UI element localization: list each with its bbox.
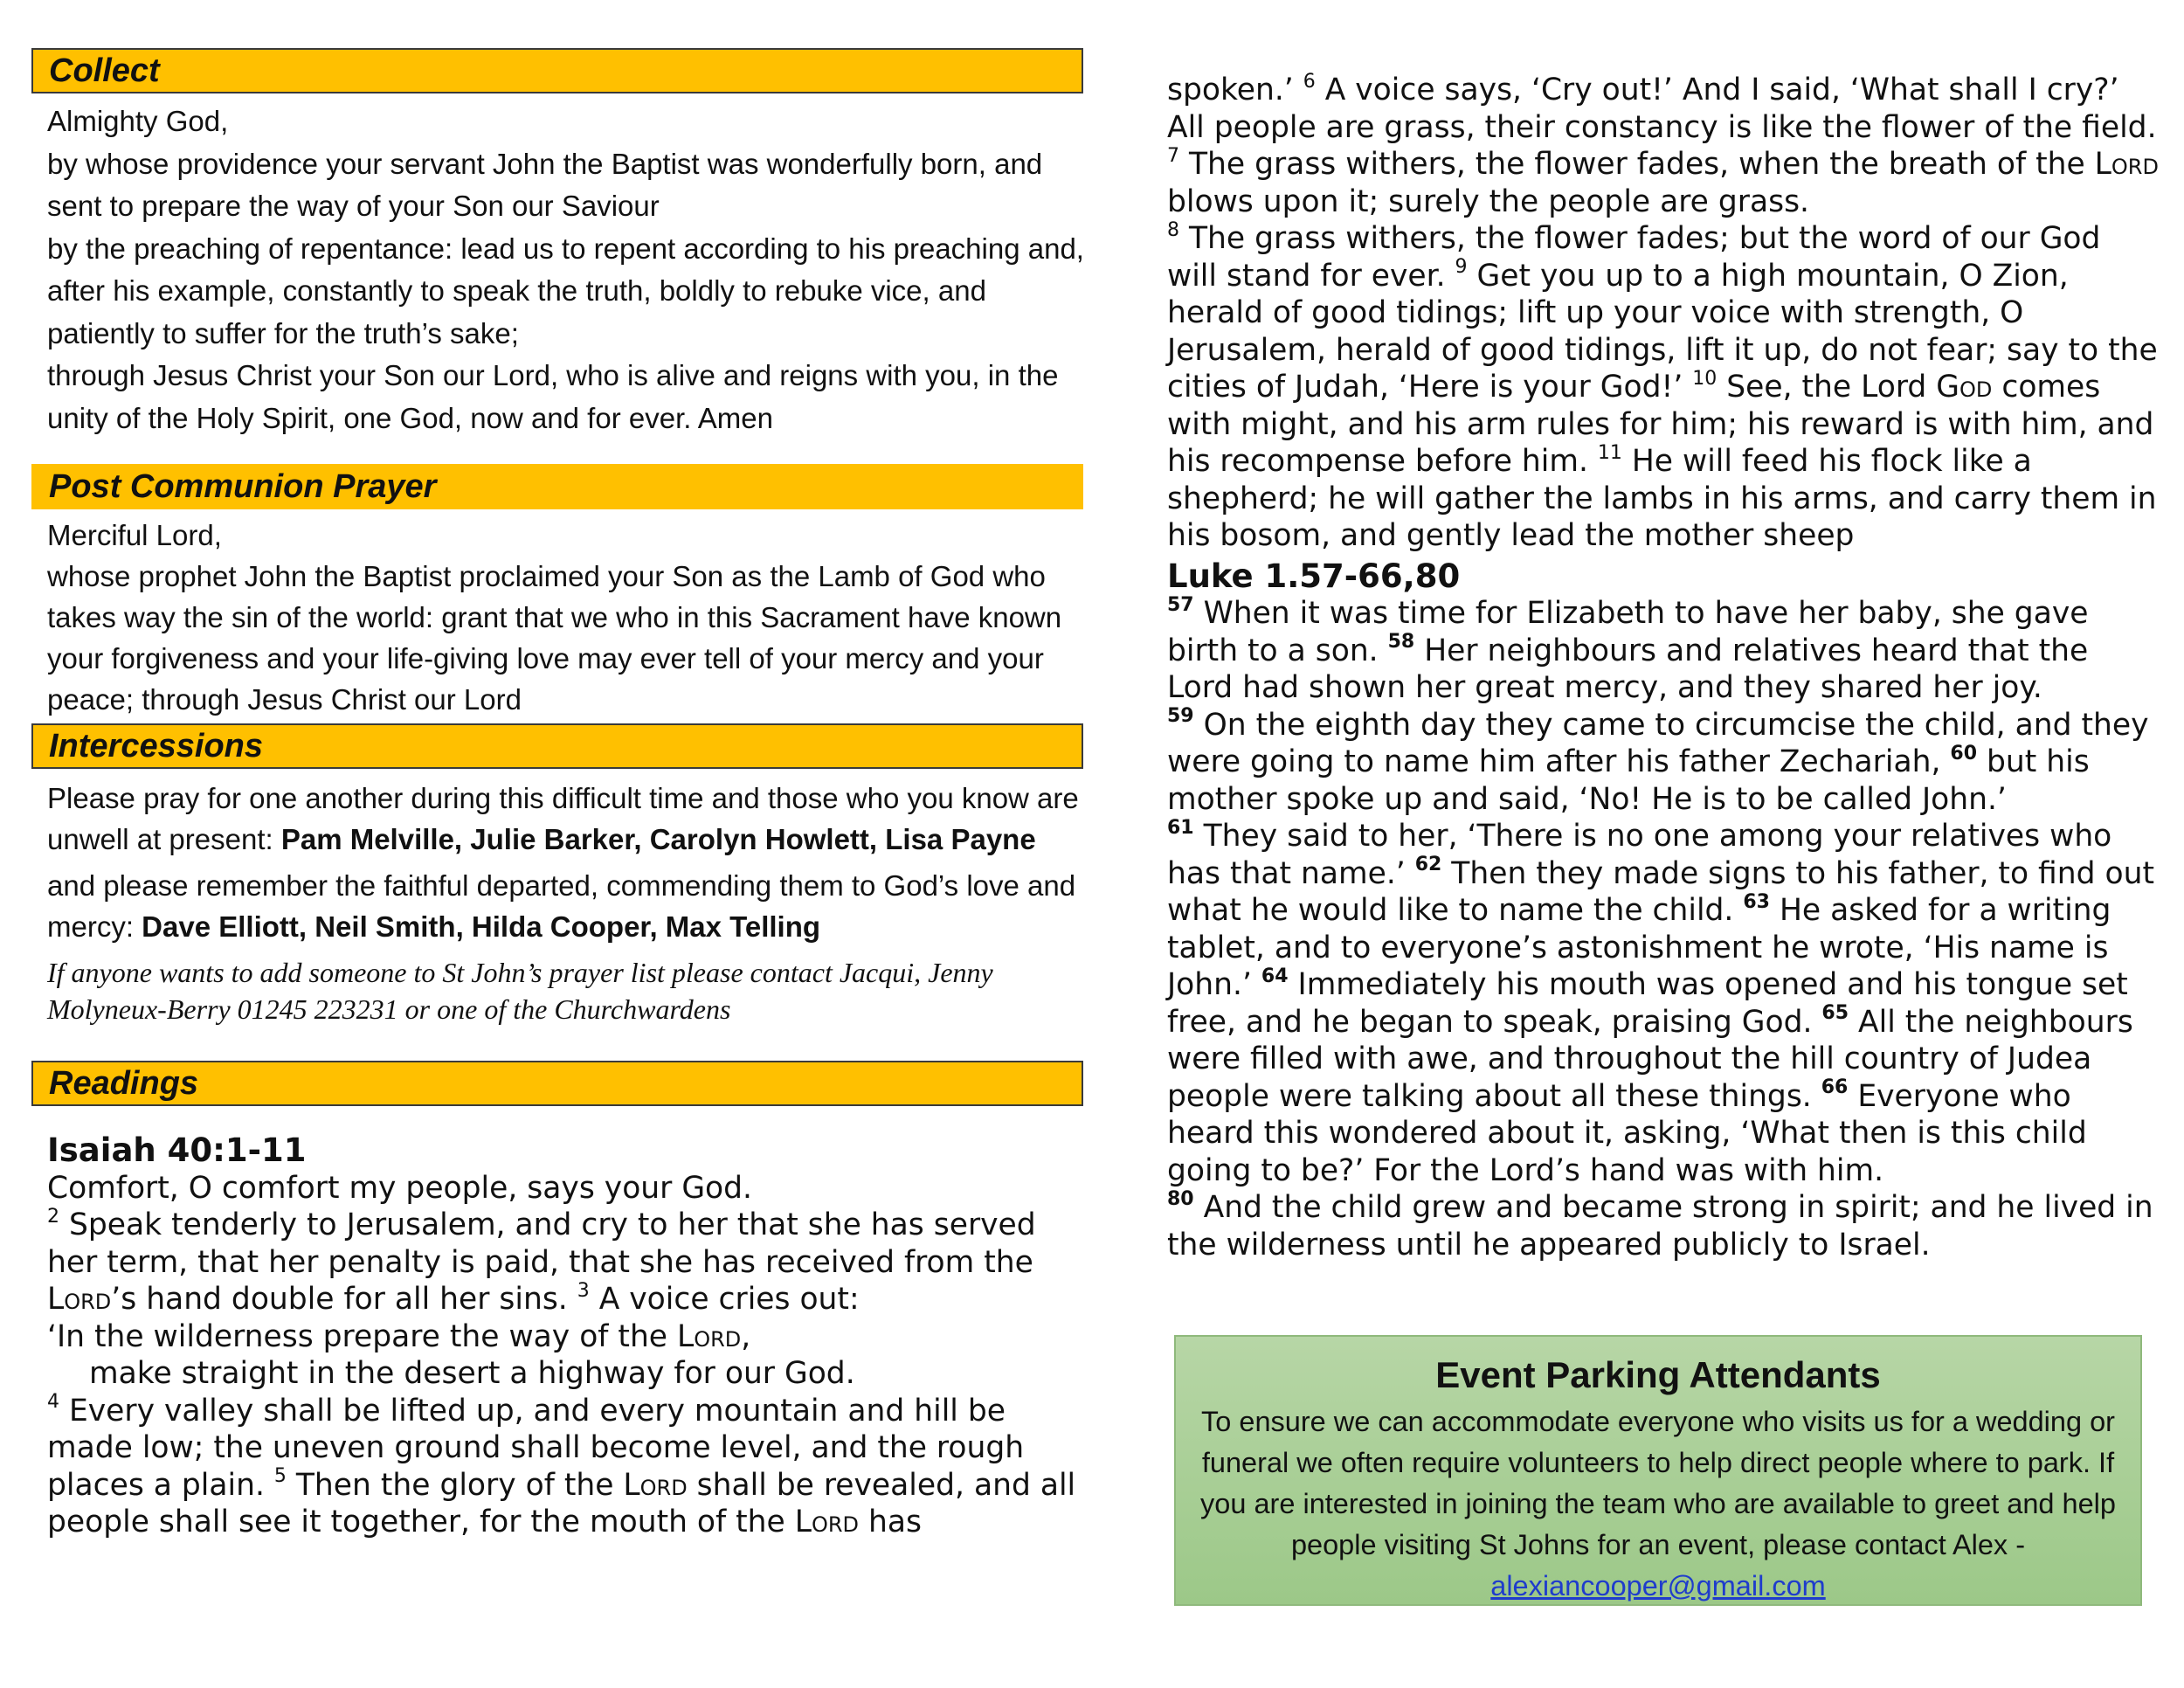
event-title: Event Parking Attendants — [1435, 1354, 1881, 1395]
collect-line: through Jesus Christ your Son our Lord, who is alive and reigns with you, in the unity of the Holy Spirit, one God, now and for ever. Amen — [47, 359, 1059, 434]
collect-line: by the preaching of repentance: lead us to repent according to his preaching and, after his example, constantly to speak the truth, boldly to rebuke vice, and patiently to suffer for the truth’s sake; — [47, 232, 1084, 349]
collect-text — [31, 100, 1095, 439]
left-column — [31, 48, 1083, 1541]
luke-reference: Luke 1.57-66,80 — [1167, 557, 1461, 595]
intercessions-departed — [47, 865, 1087, 947]
sick-names: Pam Melville, Julie Barker, Carolyn Howlett, Lisa Payne — [280, 823, 1036, 855]
intercessions-text — [31, 778, 1087, 947]
departed-names: Dave Elliott, Neil Smith, Hilda Cooper, Max Telling — [142, 910, 821, 943]
isaiah-reading — [31, 1132, 1087, 1541]
sick-intro: Please pray for one another during this difficult time and those who you know are unwell at present: — [47, 782, 1079, 855]
isaiah-verse-1: Comfort, O comfort my people, says your God. — [47, 1170, 753, 1206]
right-column — [1167, 72, 2160, 1263]
isaiah-verses-2-3: $^2$ Speak tenderly to Jerusalem, and cry to her that she has served her term, that her penalty is paid, that she has received from the Lord’s hand double for all her sins. $^3$ A voice cries out: — [47, 1205, 1036, 1317]
collect-line: by whose providence your servant John the Baptist was wonderfully born, and sent to prepare the way of your Son our Saviour — [47, 147, 1043, 222]
luke-reading: $^{57}$ When it was time for Elizabeth to have her baby, she gave birth to a son. $^{58}$ Her neighbours and relatives heard that the Lord had shown her great mercy, and they shared her joy. $^{59}$ On the eighth day they came to circumcise the child, and they were going to name him after his father Zechariah, $^{60}$ but his mother spoke up and said, ‘No! He is to be called John.’ $^{61}$ They said to her, ‘There is no one among your relatives who has that name.’ $^{62}$ Then they made signs to his father, to find out what he would like to name the child. $^{63}$ He asked for a writing tablet, and to everyone’s astonishment he wrote, ‘His name is John.’ $^{64}$ Immediately his mouth was opened and his tongue set free, and he began to speak, praising God. $^{65}$ All the neighbours were filled with awe, and throughout the hill country of Judea people were talking about all these things. $^{66}$ Everyone who heard this wondered about it, asking, ‘What then is this child going to be?’ For the Lord’s hand was with him. $^{80}$ And the child grew and became strong in spirit; and he lived in the wilderness until he appeared publicly to Israel. — [1167, 593, 2154, 1263]
collect-line: Almighty God, — [47, 105, 229, 137]
intercessions-heading: Intercessions — [31, 723, 1083, 769]
isaiah-verse-3-line-2: make straight in the desert a highway for our God. — [89, 1356, 855, 1391]
event-parking-box — [1174, 1335, 2142, 1606]
collect-heading: Collect — [31, 48, 1083, 93]
departed-intro: and please remember the faithful departed, commending them to God’s love and mercy: — [47, 869, 1076, 943]
isaiah-reference: Isaiah 40:1-11 — [47, 1131, 307, 1169]
intercessions-sick — [47, 778, 1087, 860]
isaiah-verse-3-line-1: ‘In the wilderness prepare the way of the Lord, — [47, 1318, 751, 1354]
post-communion-heading: Post Communion Prayer — [31, 464, 1083, 509]
post-communion-line: whose prophet John the Baptist proclaimed your Son as the Lamb of God who takes way the sin of the world: grant that we who in this Sacrament have known your forgiveness and your life-giving love may ever tell of your mercy and your peace; through Jesus Christ our Lord — [47, 560, 1062, 716]
prayer-list-note: If anyone wants to add someone to St John’s prayer list please contact Jacqui, Jenny Molyneux-Berry 01245 223231 or one of the Churchwardens — [47, 957, 993, 1025]
isaiah-continued: spoken.’ $^6$ A voice says, ‘Cry out!’ And I said, ‘What shall I cry?’ All people are grass, their constancy is like the flower of the field. $^7$ The grass withers, the flower fades, when the breath of the Lord blows upon it; surely the people are grass. $^8$ The grass withers, the flower fades; but the word of our God will stand for ever. $^9$ Get you up to a high mountain, O Zion, herald of good tidings; lift up your voice with strength, O Jerusalem, herald of good tidings, lift it up, do not fear; say to the cities of Judah, ‘Here is your God!’ $^{10}$ See, the Lord God comes with might, and his arm rules for him; his reward is with him, and his recompense before him. $^{11}$ He will feed his flock like a shepherd; he will gather the lambs in his arms, and carry them in his bosom, and gently lead the mother sheep — [1167, 70, 2159, 553]
email-link[interactable]: alexiancooper@gmail.com — [1490, 1570, 1826, 1602]
isaiah-verses-4-5: $^4$ Every valley shall be lifted up, and every mountain and hill be made low; the uneven ground shall become level, and the rough places a plain. $^5$ Then the glory of the Lord shall be revealed, and all people shall see it together, for the mouth of the Lord has — [47, 1391, 1076, 1539]
event-body-text: To ensure we can accommodate everyone who visits us for a wedding or funeral we often require volunteers to help direct people where to park. If you are interested in joining the team who are available to greet and help people visiting St Johns for an event, please contact Alex - — [1200, 1406, 2116, 1560]
post-communion-line: Merciful Lord, — [47, 519, 222, 551]
post-communion-text — [31, 515, 1078, 720]
event-body — [1176, 1401, 2140, 1607]
readings-heading: Readings — [31, 1061, 1083, 1106]
